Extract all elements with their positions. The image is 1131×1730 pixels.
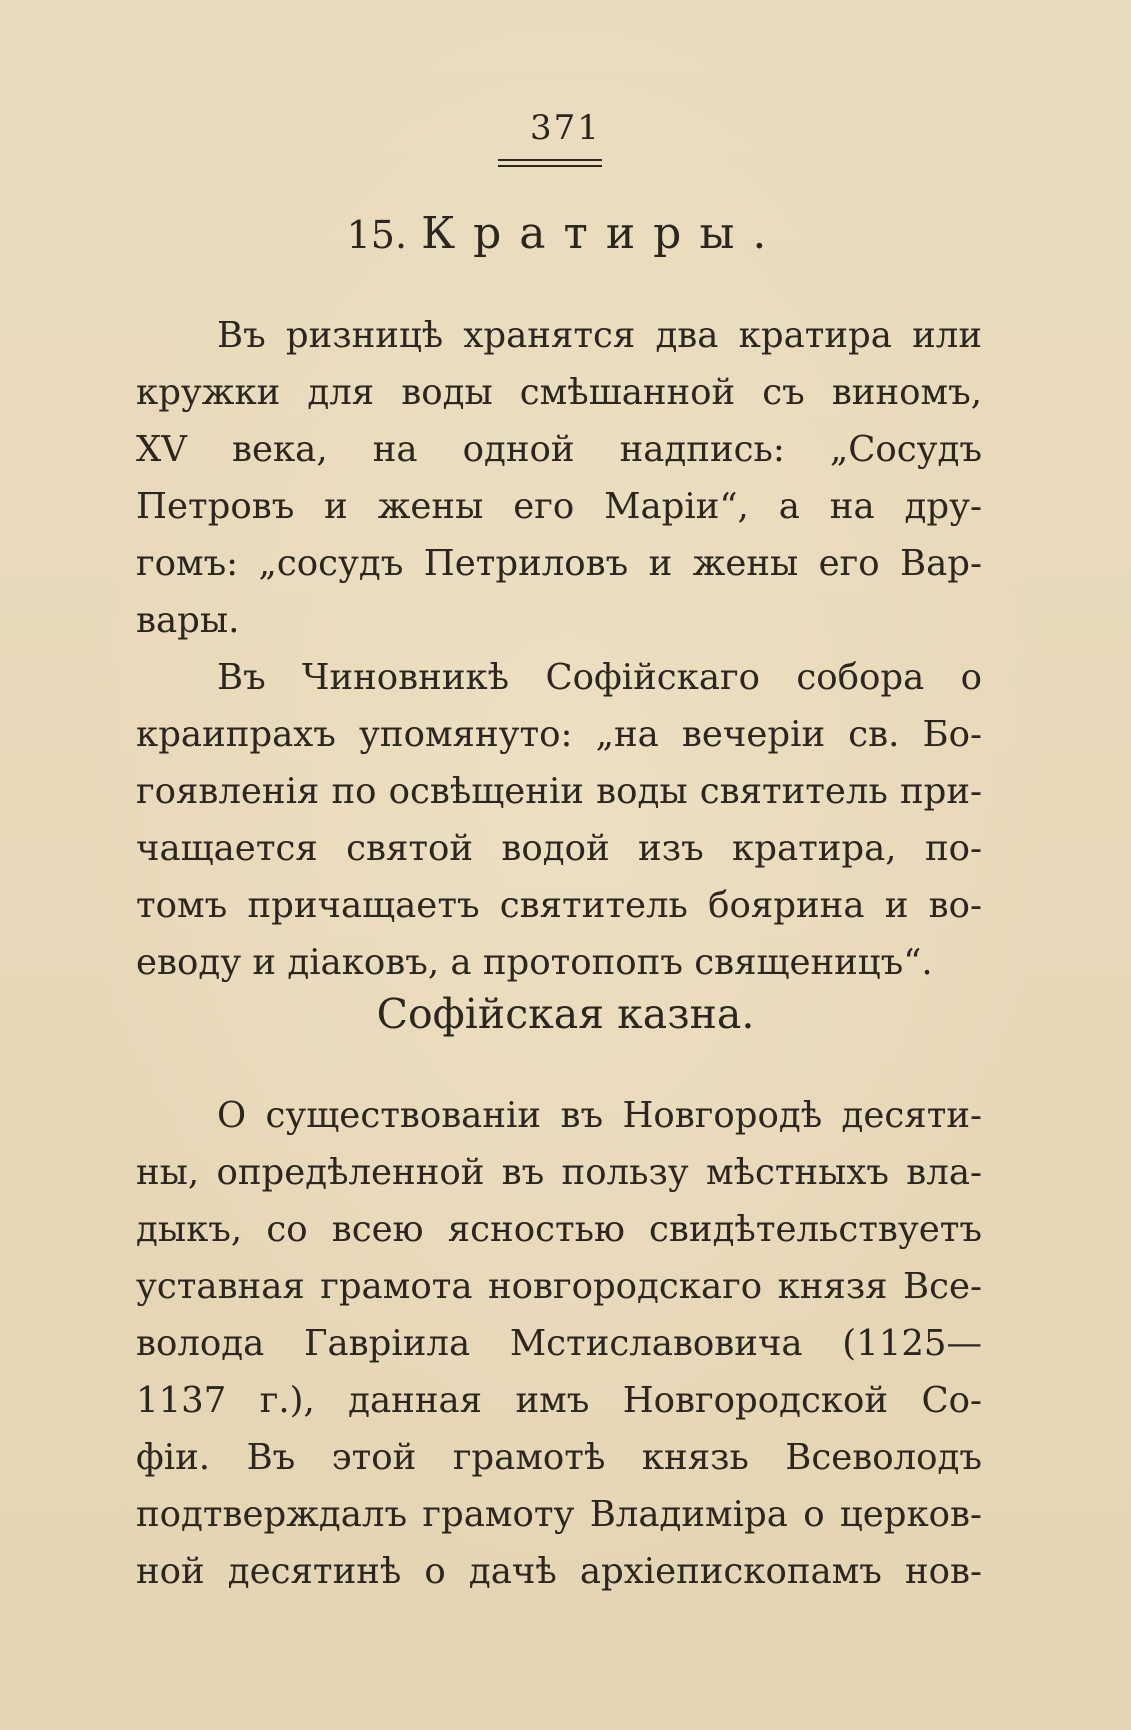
text-line: чащается святой водой изъ кратира, по- [136,828,982,869]
page-number-rule-bottom [498,165,602,167]
section-title: Кратиры. [421,208,785,259]
text-line: XV века, на одной надпись: „Сосудъ [136,429,982,470]
text-line: Въ ризницѣ хранятся два кратира или [217,315,982,356]
text-line: ны, опредѣленной въ пользу мѣстныхъ вла- [136,1152,982,1193]
text-line: волода Гавріила Мстиславовича (1125— [136,1323,982,1364]
text-line: уставная грамота новгородскаго князя Все- [136,1266,982,1307]
text-line: вары. [136,600,240,641]
text-line: ной десятинѣ о дачѣ архіепископамъ нов- [136,1551,982,1592]
section-number: 15. [346,213,408,257]
text-line: О существованіи въ Новгородѣ десяти- [217,1095,982,1136]
text-line: Въ Чиновникѣ Софійскаго собора о [217,657,982,698]
text-line: еводу и діаковъ, а протопопъ священицъ“. [136,942,933,983]
text-line: дыкъ, со всею ясностью свидѣтельствуетъ [136,1209,982,1250]
text-line: подтверждалъ грамоту Владиміра о церков- [136,1494,982,1535]
text-line: 1137 г.), данная имъ Новгородской Со- [136,1380,982,1421]
text-line: краипрахъ упомянуто: „на вечеріи св. Бо- [136,714,982,755]
text-line: томъ причащаетъ святитель боярина и во- [136,885,982,926]
section-heading [0,208,1131,259]
page-number-rule-top [498,159,602,161]
text-line: гоявленія по освѣщеніи воды святитель при- [136,771,982,812]
text-line: гомъ: „сосудъ Петриловъ и жены его Вар- [136,543,982,584]
text-line: кружки для воды смѣшанной съ виномъ, [136,372,982,413]
subsection-title: Софійская казна. [376,990,755,1038]
page-number: 371 [530,108,601,148]
text-line: фіи. Въ этой грамотѣ князь Всеволодъ [136,1437,982,1478]
text-line: Петровъ и жены его Маріи“, а на дру- [136,486,982,527]
